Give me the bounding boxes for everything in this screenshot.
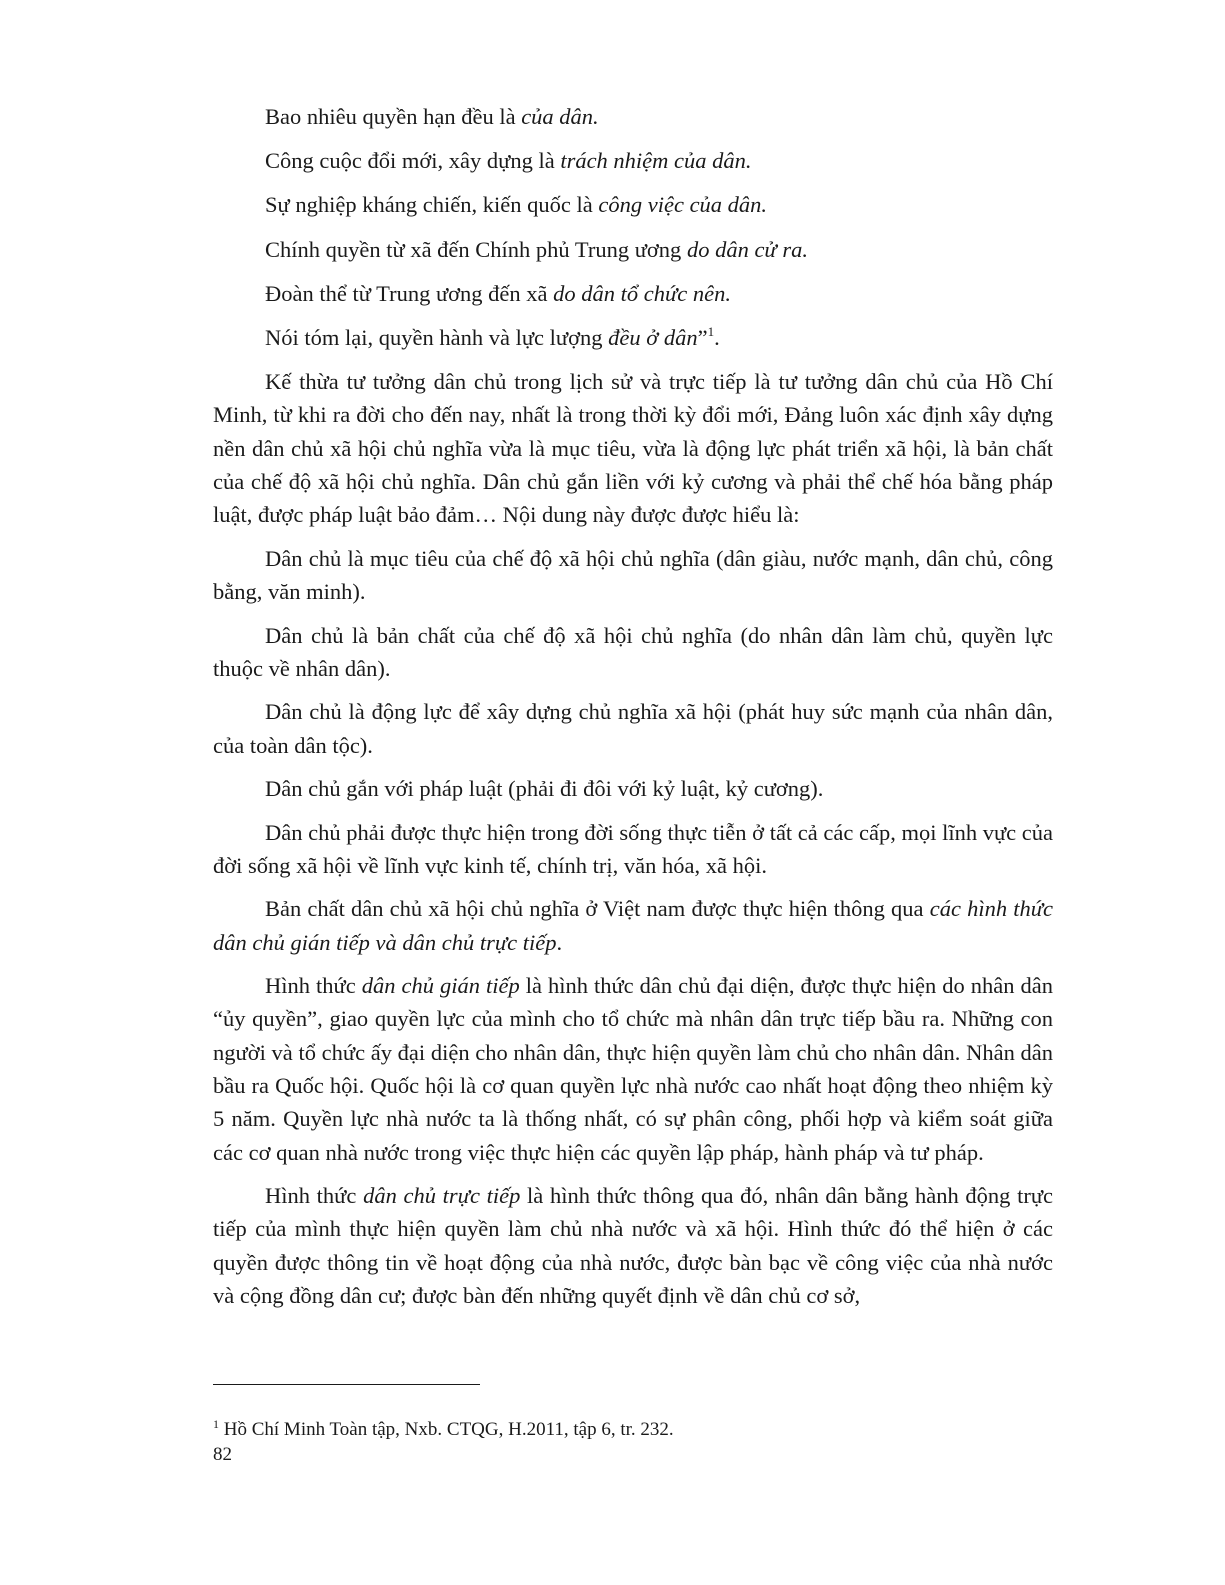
paragraph-4: Dân chủ là động lực để xây dựng chủ nghĩa xã hội (phát huy sức mạnh của nhân dân, của toàn dân tộc). bbox=[213, 699, 1053, 758]
footnote-ref: 1 bbox=[707, 323, 715, 339]
paragraph-5: Dân chủ gắn với pháp luật (phải đi đôi với kỷ luật, kỷ cương). bbox=[265, 776, 824, 802]
quote-line-5: Đoàn thể từ Trung ương đến xã do dân tổ chức nên. bbox=[265, 280, 732, 306]
footnote bbox=[213, 1418, 674, 1442]
footnote-text: Hồ Chí Minh Toàn tập, Nxb. CTQG, H.2011, tập 6, tr. 232. bbox=[219, 1419, 674, 1440]
paragraph-7: Bản chất dân chủ xã hội chủ nghĩa ở Việt nam được thực hiện thông qua các hình thức dân chủ gián tiếp và dân chủ trực tiếp. bbox=[213, 896, 1053, 955]
paragraph-9: Hình thức dân chủ trực tiếp là hình thức thông qua đó, nhân dân bằng hành động trực tiếp của mình thực hiện quyền làm chủ nhà nước và xã hội. Hình thức đó thể hiện ở các quyền được thông tin về hoạt động của nhà nước, được bàn bạc về công việc của nhà nước và cộng đồng dân cư; được bàn đến những quyết định về dân chủ cơ sở, bbox=[213, 1183, 1054, 1309]
paragraph-2: Dân chủ là mục tiêu của chế độ xã hội chủ nghĩa (dân giàu, nước mạnh, dân chủ, công bằng, văn minh). bbox=[213, 545, 1053, 605]
quote-line-4: Chính quyền từ xã đến Chính phủ Trung ương do dân cử ra. bbox=[265, 236, 808, 262]
quote-line-1: Bao nhiêu quyền hạn đều là của dân. bbox=[265, 104, 599, 129]
paragraph-8: Hình thức dân chủ gián tiếp là hình thức dân chủ đại diện, được thực hiện do nhân dân “ủy quyền”, giao quyền lực của mình cho tổ chức mà nhân dân trực tiếp bầu ra. Những con người và tổ chức ấy đại diện cho nhân dân, thực hiện quyền làm chủ cho nhân dân. Nhân dân bầu ra Quốc hội. Quốc hội là cơ quan quyền lực nhà nước cao nhất hoạt động theo nhiệm kỳ 5 năm. Quyền lực nhà nước ta là thống nhất, có sự phân công, phối hợp và kiểm soát giữa các cơ quan nhà nước trong việc thực hiện các quyền lập pháp, hành pháp và tư pháp. bbox=[213, 973, 1054, 1165]
footnote-marker: 1 bbox=[213, 1417, 219, 1431]
page-body bbox=[213, 100, 1053, 1312]
page-number: 82 bbox=[213, 1444, 232, 1465]
quote-line-6: Nói tóm lại, quyền hành và lực lượng đều ở dân”$^1$. bbox=[265, 323, 720, 350]
quote-line-3: Sự nghiệp kháng chiến, kiến quốc là công việc của dân. bbox=[265, 192, 768, 218]
paragraph-3: Dân chủ là bản chất của chế độ xã hội chủ nghĩa (do nhân dân làm chủ, quyền lực thuộc về nhân dân). bbox=[213, 622, 1053, 681]
paragraph-1: Kế thừa tư tưởng dân chủ trong lịch sử và trực tiếp là tư tưởng dân chủ của Hồ Chí Minh, từ khi ra đời cho đến nay, nhất là trong thời kỳ đổi mới, Đảng luôn xác định xây dựng nền dân chủ xã hội chủ nghĩa vừa là mục tiêu, vừa là động lực phát triển xã hội, là bản chất của chế độ xã hội chủ nghĩa. Dân chủ gắn liền với kỷ cương và phải thể chế hóa bằng pháp luật, được pháp luật bảo đảm… Nội dung này được được hiểu là: bbox=[213, 369, 1053, 528]
paragraph-6: Dân chủ phải được thực hiện trong đời sống thực tiễn ở tất cả các cấp, mọi lĩnh vực của đời sống xã hội về lĩnh vực kinh tế, chính trị, văn hóa, xã hội. bbox=[213, 819, 1053, 878]
footnote-divider bbox=[213, 1384, 480, 1385]
quote-line-2: Công cuộc đổi mới, xây dựng là trách nhiệm của dân. bbox=[265, 148, 752, 174]
